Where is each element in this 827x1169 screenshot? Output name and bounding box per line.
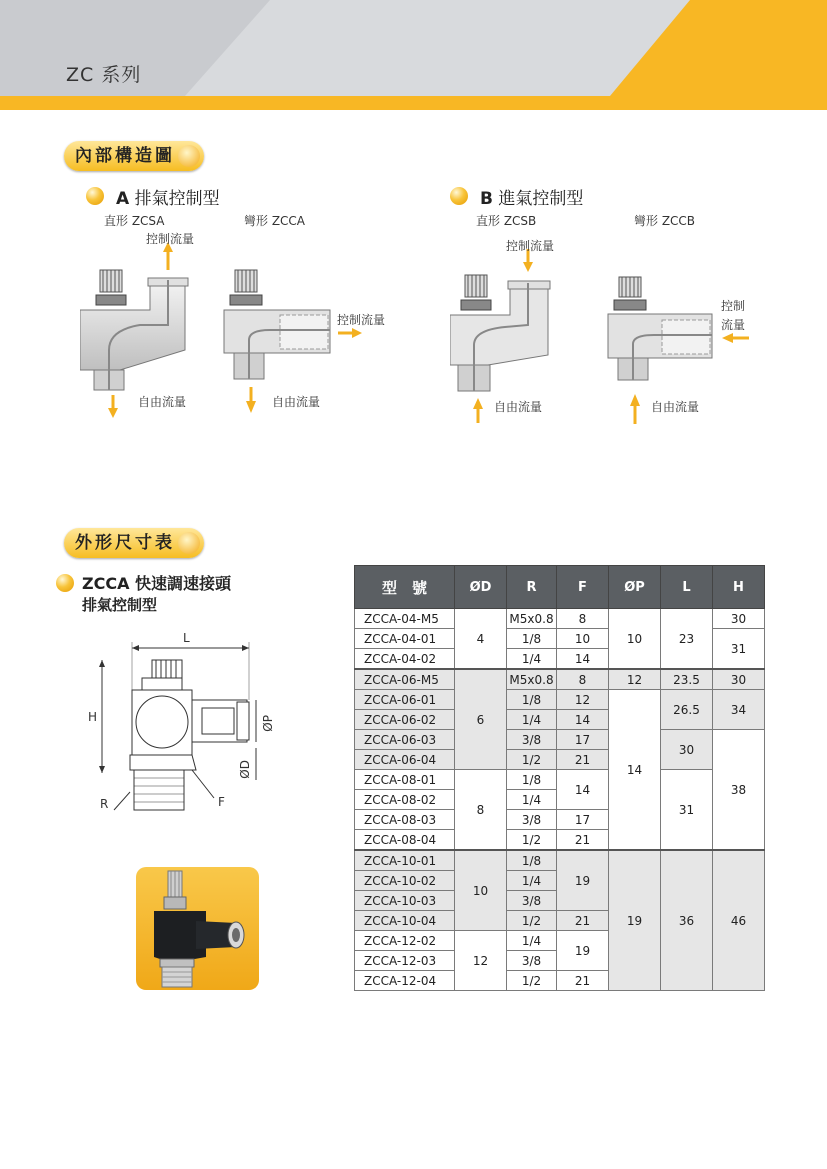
label-free-flow: 自由流量	[651, 400, 700, 414]
cell-op: 19	[609, 850, 661, 991]
cell-f: 17	[557, 730, 609, 750]
cell-h: 34	[713, 690, 765, 730]
dim-label-p: ØP	[261, 715, 275, 732]
cell-r: 1/2	[507, 971, 557, 991]
cell-l: 23	[661, 609, 713, 670]
cell-op: 12	[609, 669, 661, 690]
cell-f: 21	[557, 830, 609, 851]
product-name: ZCCA 快速調速接頭	[82, 574, 232, 593]
cell-model: ZCCA-08-02	[355, 790, 455, 810]
label-zccb: 彎形 ZCCB	[634, 214, 696, 228]
cell-r: 1/4	[507, 790, 557, 810]
cell-h: 30	[713, 609, 765, 629]
series-title: ZC 系列	[66, 64, 142, 86]
cell-model: ZCCA-10-02	[355, 871, 455, 891]
table-row	[355, 690, 765, 710]
cell-r: 1/4	[507, 871, 557, 891]
cell-od: 4	[455, 609, 507, 670]
product-type: 排氣控制型	[82, 596, 158, 614]
dim-label-f: F	[218, 795, 225, 809]
product-photo	[136, 867, 259, 990]
table-row	[355, 850, 765, 871]
type-a-heading: A 排氣控制型	[116, 189, 220, 209]
cell-model: ZCCA-10-03	[355, 891, 455, 911]
cell-h: 46	[713, 850, 765, 991]
cell-model: ZCCA-08-04	[355, 830, 455, 851]
cell-f: 8	[557, 609, 609, 629]
cell-model: ZCCA-12-04	[355, 971, 455, 991]
dim-label-r: R	[100, 797, 109, 811]
label-controlled-flow: 控制流量	[337, 313, 386, 327]
table-row	[355, 609, 765, 629]
table-header-row	[355, 566, 765, 609]
section-title-dimensions: 外形尺寸表	[64, 528, 204, 558]
cell-r: 3/8	[507, 730, 557, 750]
label-zcsb: 直形 ZCSB	[476, 214, 537, 228]
cell-r: 1/2	[507, 750, 557, 770]
cell-r: 3/8	[507, 810, 557, 830]
cell-model: ZCCA-10-04	[355, 911, 455, 931]
cell-model: ZCCA-04-02	[355, 649, 455, 670]
dim-label-h: H	[88, 710, 98, 724]
col-header-h: H	[713, 566, 765, 609]
cell-f: 8	[557, 669, 609, 690]
cell-r: 3/8	[507, 951, 557, 971]
table-row	[355, 770, 765, 790]
col-header-f: F	[557, 566, 609, 609]
table-row	[355, 730, 765, 750]
dim-label-l: L	[183, 631, 190, 645]
spec-table	[354, 565, 765, 991]
label-zcsa: 直形 ZCSA	[104, 214, 165, 228]
cell-f: 19	[557, 850, 609, 911]
cell-r: 1/4	[507, 710, 557, 730]
cell-f: 14	[557, 649, 609, 670]
cell-f: 21	[557, 971, 609, 991]
cell-r: 1/2	[507, 911, 557, 931]
cell-f: 21	[557, 750, 609, 770]
cell-h: 31	[713, 629, 765, 670]
bullet-icon	[56, 574, 74, 592]
cell-r: M5x0.8	[507, 609, 557, 629]
cell-r: 1/4	[507, 649, 557, 670]
label-free-flow: 自由流量	[272, 395, 321, 409]
label-free-flow: 自由流量	[494, 400, 543, 414]
cell-r: 1/8	[507, 629, 557, 649]
dimension-drawing	[84, 630, 284, 820]
cell-od: 10	[455, 850, 507, 931]
label-control: 控制	[721, 299, 746, 313]
cell-model: ZCCA-06-02	[355, 710, 455, 730]
type-b-heading: B 進氣控制型	[480, 189, 584, 209]
cell-model: ZCCA-08-03	[355, 810, 455, 830]
cell-model: ZCCA-10-01	[355, 850, 455, 871]
cell-od: 6	[455, 669, 507, 770]
cell-r: 1/8	[507, 770, 557, 790]
col-header-od: ØD	[455, 566, 507, 609]
cell-r: M5x0.8	[507, 669, 557, 690]
cell-f: 14	[557, 710, 609, 730]
cell-model: ZCCA-06-01	[355, 690, 455, 710]
cell-r: 3/8	[507, 891, 557, 911]
cell-h: 38	[713, 730, 765, 851]
cell-r: 1/8	[507, 690, 557, 710]
label-flow: 流量	[721, 318, 746, 332]
cell-h: 30	[713, 669, 765, 690]
cell-model: ZCCA-04-M5	[355, 609, 455, 629]
cell-model: ZCCA-06-04	[355, 750, 455, 770]
label-zcca: 彎形 ZCCA	[244, 214, 306, 228]
cell-model: ZCCA-06-M5	[355, 669, 455, 690]
col-header-op: ØP	[609, 566, 661, 609]
cell-r: 1/4	[507, 931, 557, 951]
label-controlled-flow: 控制流量	[506, 239, 555, 253]
cell-r: 1/2	[507, 830, 557, 851]
cell-f: 19	[557, 931, 609, 971]
cell-f: 17	[557, 810, 609, 830]
cell-l: 31	[661, 770, 713, 851]
cell-op: 10	[609, 609, 661, 670]
cell-l: 36	[661, 850, 713, 991]
cell-model: ZCCA-06-03	[355, 730, 455, 750]
cell-od: 12	[455, 931, 507, 991]
label-controlled-flow: 控制流量	[146, 232, 195, 246]
cell-l: 23.5	[661, 669, 713, 690]
cell-f: 10	[557, 629, 609, 649]
table-row	[355, 669, 765, 690]
col-header-model: 型 號	[355, 566, 455, 609]
header-banner	[0, 0, 827, 112]
label-free-flow: 自由流量	[138, 395, 187, 409]
cell-od: 8	[455, 770, 507, 851]
cell-model: ZCCA-04-01	[355, 629, 455, 649]
cell-r: 1/8	[507, 850, 557, 871]
cell-op: 14	[609, 690, 661, 851]
col-header-l: L	[661, 566, 713, 609]
cell-model: ZCCA-12-02	[355, 931, 455, 951]
bullet-icon	[86, 187, 104, 205]
cell-l: 26.5	[661, 690, 713, 730]
section-title-structure: 內部構造圖	[64, 141, 204, 171]
cell-f: 21	[557, 911, 609, 931]
dim-label-d: ØD	[238, 760, 252, 779]
cell-model: ZCCA-12-03	[355, 951, 455, 971]
bullet-icon	[450, 187, 468, 205]
cell-l: 30	[661, 730, 713, 770]
col-header-r: R	[507, 566, 557, 609]
cell-f: 12	[557, 690, 609, 710]
cell-f: 14	[557, 770, 609, 810]
cell-model: ZCCA-08-01	[355, 770, 455, 790]
